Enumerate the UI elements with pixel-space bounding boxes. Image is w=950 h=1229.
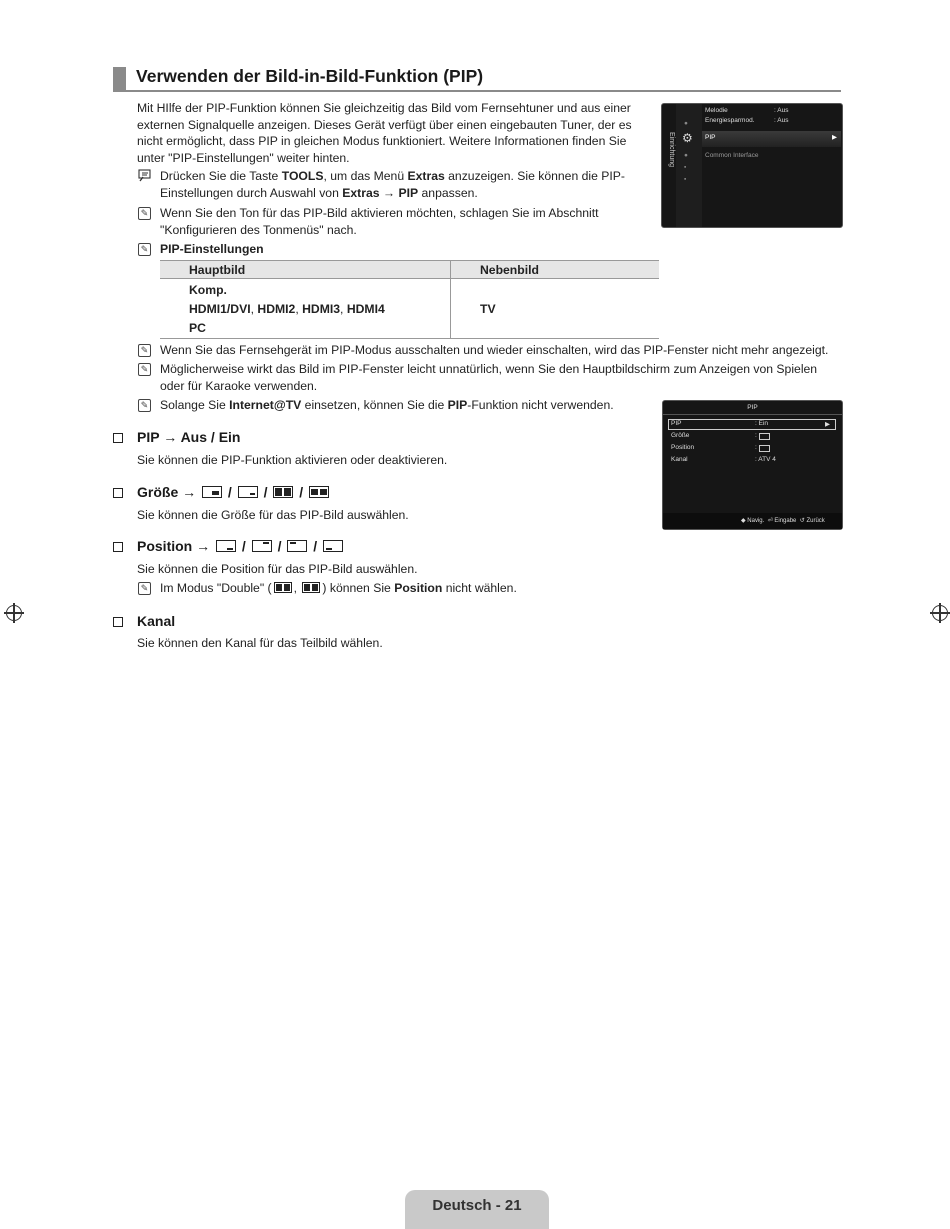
pip-double-narrow-icon [302, 582, 320, 593]
pip-small-bottom-right-icon [202, 486, 222, 498]
tv-menu-item: Common Interface [705, 152, 759, 159]
note-icon: ✎ [138, 243, 151, 256]
page-footer: Deutsch - 21 [405, 1190, 549, 1229]
arrow-right-icon: ▶ [832, 134, 837, 141]
pip-double-wide-icon [274, 582, 292, 593]
note-icon: ✎ [138, 207, 151, 220]
note-double-mode: Im Modus "Double" ( , ) können Sie Position nicht wählen. [160, 581, 517, 595]
arrow-right-icon: ▶ [825, 421, 830, 428]
section-pip-heading: PIP → Aus / Ein [137, 429, 241, 445]
tv-icon: ● [684, 152, 688, 159]
tv-setup-menu-screenshot [661, 103, 843, 228]
note-icon: ✎ [138, 363, 151, 376]
section-position-heading: Position → / / / [137, 538, 345, 554]
tv-pip-row-label: PIP [671, 420, 682, 427]
section-kanal-text: Sie können den Kanal für das Teilbild wählen. [137, 636, 383, 650]
remote-icon [138, 169, 150, 181]
tv-pip-row-value: : ATV 4 [755, 456, 776, 463]
pip-settings-table [160, 260, 659, 339]
tv-sidebar [676, 104, 702, 227]
note-sound: Wenn Sie den Ton für das PIP-Bild aktivieren möchten, schlagen Sie im Abschnitt "Konfigurieren des Tonmenüs" nach. [160, 206, 599, 237]
pip-pos-top-right-icon [252, 540, 272, 552]
note-internet: Solange Sie Internet@TV einsetzen, können Sie die PIP-Funktion nicht verwenden. [160, 398, 614, 412]
tv-icon: ● [684, 120, 688, 127]
tv-pip-row-label: Größe [671, 432, 690, 439]
nav-icon: ◆ [741, 518, 746, 524]
note-games: Möglicherweise wirkt das Bild im PIP-Fenster leicht unnatürlich, wenn Sie den Hauptbildschirm zum Anzeigen von Spielen oder für Karaoke verwenden. [160, 362, 818, 393]
table-cell-tv: TV [451, 279, 660, 339]
section-bullet [113, 542, 123, 552]
pip-pos-bottom-right-icon [216, 540, 236, 552]
tv-menu-item-pip: PIP [705, 134, 716, 141]
pip-double-wide-icon [273, 486, 293, 498]
enter-icon: ⏎ [767, 518, 773, 524]
pip-double-narrow-icon [309, 486, 329, 498]
pip-large-bottom-right-icon [238, 486, 258, 498]
tv-pip-row-value: : Ein [755, 420, 769, 427]
section-size-heading: Größe → / / / [137, 484, 331, 500]
pip-position-icon [759, 445, 770, 452]
return-icon: ↺ [799, 518, 805, 524]
tv-pip-menu-screenshot [662, 400, 843, 530]
section-pip-text: Sie können die PIP-Funktion aktivieren oder deaktivieren. [137, 453, 448, 467]
pip-pos-top-left-icon [287, 540, 307, 552]
pip-settings-heading: PIP-Einstellungen [160, 242, 264, 256]
table-row [160, 279, 659, 339]
section-bullet [113, 488, 123, 498]
tv-pip-divider [663, 414, 842, 415]
note-icon: ✎ [138, 399, 151, 412]
section-size-text: Sie können die Größe für das PIP-Bild auswählen. [137, 508, 409, 522]
table-header-main: Hauptbild [160, 261, 451, 279]
tools-note: Drücken Sie die Taste TOOLS, um das Menü Extras anzuzeigen. Sie können die PIP-Einstellungen durch Auswahl von Extras → PIP anpassen. [160, 169, 625, 200]
page-title: Verwenden der Bild-in-Bild-Funktion (PIP) [136, 66, 484, 86]
pip-pos-bottom-left-icon [323, 540, 343, 552]
tv-pip-row-label: Position [671, 444, 695, 451]
tv-side-label: Einrichtung [668, 131, 676, 168]
registration-mark-left [6, 605, 22, 621]
tv-pip-legend: ◆ Navig. ⏎ Eingabe ↺ Zurück [741, 518, 825, 524]
tv-pip-selection[interactable] [668, 419, 836, 430]
registration-mark-right [932, 605, 948, 621]
table-header-sub: Nebenbild [451, 261, 660, 279]
tv-menu-highlight [702, 131, 841, 147]
note-icon: ✎ [138, 344, 151, 357]
tv-pip-row-label: Kanal [671, 456, 688, 463]
table-cell-komp: Komp. [189, 283, 227, 297]
tv-menu-item: Energiesparmod. [705, 117, 755, 124]
tv-menu-value: : Aus [774, 107, 789, 114]
tv-pip-row-value: : [755, 432, 757, 439]
section-bullet [113, 617, 123, 627]
section-kanal-heading: Kanal [137, 613, 176, 629]
note-icon: ✎ [138, 582, 151, 595]
tv-icon: ▪ [684, 164, 687, 171]
tv-pip-row-value: : [755, 444, 757, 451]
gear-icon: ⚙ [682, 131, 693, 145]
note-power: Wenn Sie das Fernsehgerät im PIP-Modus ausschalten und wieder einschalten, wird das PIP-Fenster nicht mehr angezeigt. [160, 343, 829, 357]
tv-menu-item: Melodie [705, 107, 728, 114]
tv-icon: ▪ [684, 176, 687, 183]
tv-pip-title: PIP [747, 404, 758, 411]
table-cell-pc: PC [189, 321, 206, 335]
intro-paragraph: Mit HIlfe der PIP-Funktion können Sie gleichzeitig das Bild vom Fernsehtuner und aus einer externen Signalquelle anzeigen. Dieses Gerät verfügt über einen eingebauten Tuner, der es nicht ermöglicht, dass PIP in gleichen Modus funktioniert. Weitere Informationen finden Sie unter "PIP-Einstellungen" weiter hinten. [137, 101, 632, 165]
pip-size-icon [759, 433, 770, 440]
section-position-text: Sie können die Position für das PIP-Bild auswählen. [137, 562, 418, 576]
title-marker [113, 67, 126, 90]
section-bullet [113, 433, 123, 443]
tv-menu-value: : Aus [774, 117, 789, 124]
table-cell-hdmi: HDMI1/DVI, HDMI2, HDMI3, HDMI4 [189, 302, 385, 316]
